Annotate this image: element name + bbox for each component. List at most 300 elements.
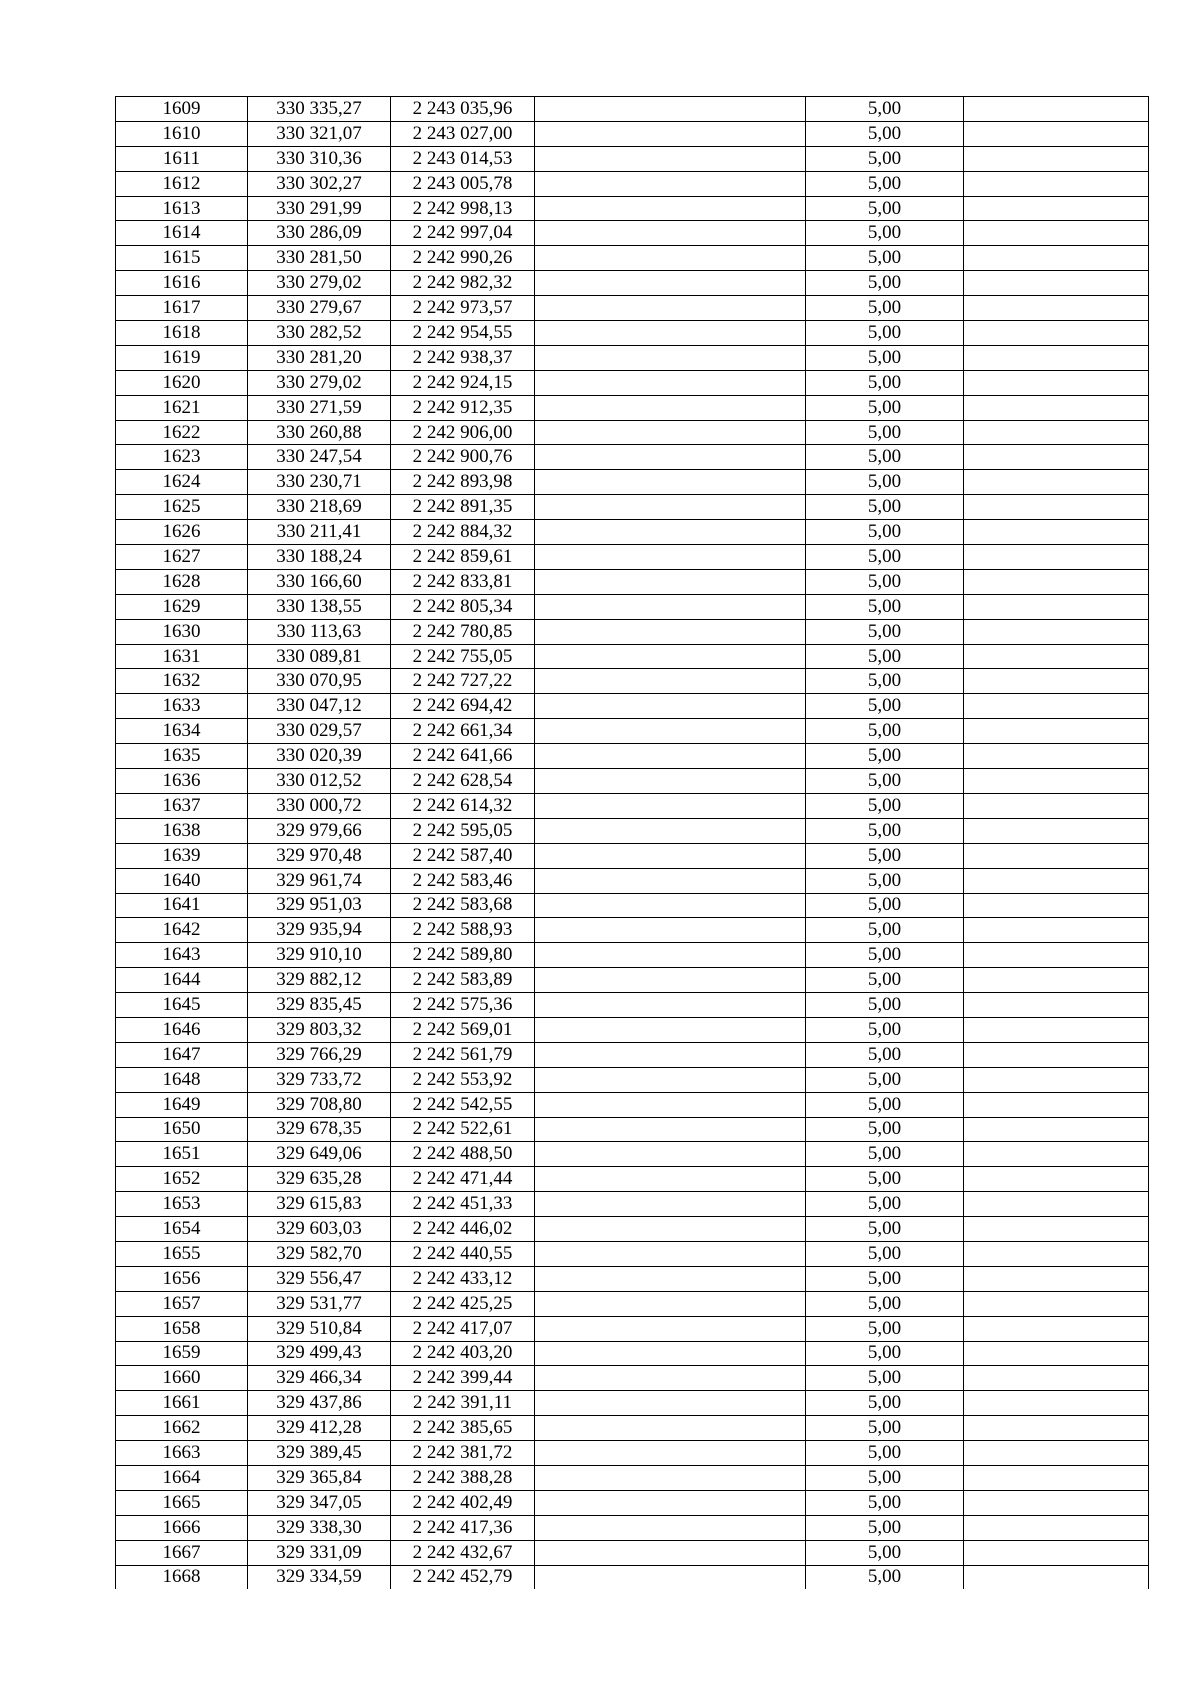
table-row [116,470,1149,495]
point-number-cell: 1641 [116,893,248,918]
y-coordinate-cell: 2 242 542,55 [391,1092,535,1117]
accuracy-cell: 5,00 [806,1441,964,1466]
x-coordinate-cell: 330 282,52 [248,321,391,346]
empty-cell [964,694,1149,719]
point-number-cell: 1664 [116,1465,248,1490]
point-number-cell: 1623 [116,445,248,470]
empty-cell [964,146,1149,171]
x-coordinate-cell: 329 970,48 [248,843,391,868]
empty-cell [535,744,806,769]
accuracy-cell: 5,00 [806,1316,964,1341]
y-coordinate-cell: 2 242 954,55 [391,321,535,346]
x-coordinate-cell: 330 271,59 [248,395,391,420]
point-number-cell: 1630 [116,619,248,644]
point-number-cell: 1611 [116,146,248,171]
table-row [116,619,1149,644]
y-coordinate-cell: 2 242 522,61 [391,1117,535,1142]
accuracy-cell: 5,00 [806,993,964,1018]
empty-cell [964,196,1149,221]
empty-cell [964,445,1149,470]
x-coordinate-cell: 329 412,28 [248,1416,391,1441]
empty-cell [535,594,806,619]
empty-cell [964,1042,1149,1067]
accuracy-cell: 5,00 [806,594,964,619]
accuracy-cell: 5,00 [806,246,964,271]
accuracy-cell: 5,00 [806,1142,964,1167]
empty-cell [964,569,1149,594]
empty-cell [964,420,1149,445]
point-number-cell: 1647 [116,1042,248,1067]
accuracy-cell: 5,00 [806,1540,964,1565]
table-row [116,171,1149,196]
accuracy-cell: 5,00 [806,619,964,644]
empty-cell [535,345,806,370]
x-coordinate-cell: 330 218,69 [248,495,391,520]
empty-cell [964,1391,1149,1416]
empty-cell [964,495,1149,520]
empty-cell [964,744,1149,769]
y-coordinate-cell: 2 242 906,00 [391,420,535,445]
accuracy-cell: 5,00 [806,868,964,893]
y-coordinate-cell: 2 242 884,32 [391,520,535,545]
empty-cell [535,495,806,520]
accuracy-cell: 5,00 [806,1416,964,1441]
table-row [116,1540,1149,1565]
table-row [116,1565,1149,1589]
accuracy-cell: 5,00 [806,1017,964,1042]
table-row [116,221,1149,246]
y-coordinate-cell: 2 242 595,05 [391,818,535,843]
point-number-cell: 1612 [116,171,248,196]
table-row [116,893,1149,918]
accuracy-cell: 5,00 [806,694,964,719]
x-coordinate-cell: 329 347,05 [248,1490,391,1515]
x-coordinate-cell: 330 281,50 [248,246,391,271]
x-coordinate-cell: 330 335,27 [248,97,391,122]
empty-cell [964,1441,1149,1466]
accuracy-cell: 5,00 [806,1092,964,1117]
x-coordinate-cell: 329 615,83 [248,1192,391,1217]
empty-cell [535,1192,806,1217]
accuracy-cell: 5,00 [806,793,964,818]
empty-cell [535,271,806,296]
empty-cell [964,1092,1149,1117]
y-coordinate-cell: 2 242 583,46 [391,868,535,893]
accuracy-cell: 5,00 [806,321,964,346]
point-number-cell: 1615 [116,246,248,271]
point-number-cell: 1643 [116,943,248,968]
empty-cell [964,395,1149,420]
point-number-cell: 1635 [116,744,248,769]
accuracy-cell: 5,00 [806,1192,964,1217]
empty-cell [535,669,806,694]
y-coordinate-cell: 2 242 391,11 [391,1391,535,1416]
accuracy-cell: 5,00 [806,769,964,794]
empty-cell [535,719,806,744]
empty-cell [964,968,1149,993]
table-row [116,843,1149,868]
coordinates-table-body [116,97,1149,1590]
accuracy-cell: 5,00 [806,445,964,470]
empty-cell [535,1217,806,1242]
y-coordinate-cell: 2 242 417,36 [391,1515,535,1540]
accuracy-cell: 5,00 [806,420,964,445]
empty-cell [964,345,1149,370]
empty-cell [964,1266,1149,1291]
y-coordinate-cell: 2 242 471,44 [391,1167,535,1192]
point-number-cell: 1657 [116,1291,248,1316]
x-coordinate-cell: 329 935,94 [248,918,391,943]
y-coordinate-cell: 2 242 589,80 [391,943,535,968]
accuracy-cell: 5,00 [806,1266,964,1291]
x-coordinate-cell: 330 113,63 [248,619,391,644]
y-coordinate-cell: 2 242 399,44 [391,1366,535,1391]
table-row [116,520,1149,545]
empty-cell [964,644,1149,669]
y-coordinate-cell: 2 242 381,72 [391,1441,535,1466]
empty-cell [535,1017,806,1042]
accuracy-cell: 5,00 [806,97,964,122]
empty-cell [964,719,1149,744]
point-number-cell: 1640 [116,868,248,893]
point-number-cell: 1665 [116,1490,248,1515]
x-coordinate-cell: 329 365,84 [248,1465,391,1490]
empty-cell [535,171,806,196]
accuracy-cell: 5,00 [806,296,964,321]
table-row [116,694,1149,719]
x-coordinate-cell: 330 279,67 [248,296,391,321]
point-number-cell: 1625 [116,495,248,520]
x-coordinate-cell: 329 510,84 [248,1316,391,1341]
y-coordinate-cell: 2 242 446,02 [391,1217,535,1242]
empty-cell [535,1142,806,1167]
y-coordinate-cell: 2 242 417,07 [391,1316,535,1341]
empty-cell [964,1067,1149,1092]
empty-cell [535,1465,806,1490]
x-coordinate-cell: 330 166,60 [248,569,391,594]
table-row [116,321,1149,346]
accuracy-cell: 5,00 [806,1490,964,1515]
point-number-cell: 1655 [116,1241,248,1266]
table-row [116,1241,1149,1266]
table-row [116,370,1149,395]
empty-cell [964,1217,1149,1242]
x-coordinate-cell: 329 649,06 [248,1142,391,1167]
y-coordinate-cell: 2 242 575,36 [391,993,535,1018]
accuracy-cell: 5,00 [806,470,964,495]
point-number-cell: 1663 [116,1441,248,1466]
point-number-cell: 1638 [116,818,248,843]
empty-cell [964,1142,1149,1167]
accuracy-cell: 5,00 [806,968,964,993]
empty-cell [535,818,806,843]
point-number-cell: 1632 [116,669,248,694]
table-row [116,1192,1149,1217]
empty-cell [964,121,1149,146]
empty-cell [964,1341,1149,1366]
empty-cell [964,918,1149,943]
empty-cell [535,1565,806,1589]
table-row [116,669,1149,694]
empty-cell [535,520,806,545]
table-row [116,744,1149,769]
accuracy-cell: 5,00 [806,370,964,395]
empty-cell [535,1441,806,1466]
empty-cell [535,221,806,246]
x-coordinate-cell: 330 279,02 [248,271,391,296]
point-number-cell: 1653 [116,1192,248,1217]
table-row [116,769,1149,794]
empty-cell [964,1490,1149,1515]
accuracy-cell: 5,00 [806,395,964,420]
x-coordinate-cell: 330 279,02 [248,370,391,395]
empty-cell [535,769,806,794]
point-number-cell: 1654 [116,1217,248,1242]
y-coordinate-cell: 2 242 583,89 [391,968,535,993]
y-coordinate-cell: 2 242 661,34 [391,719,535,744]
empty-cell [964,221,1149,246]
empty-cell [535,1042,806,1067]
point-number-cell: 1610 [116,121,248,146]
empty-cell [535,545,806,570]
point-number-cell: 1644 [116,968,248,993]
point-number-cell: 1618 [116,321,248,346]
empty-cell [535,968,806,993]
y-coordinate-cell: 2 242 583,68 [391,893,535,918]
y-coordinate-cell: 2 242 900,76 [391,445,535,470]
y-coordinate-cell: 2 242 388,28 [391,1465,535,1490]
accuracy-cell: 5,00 [806,644,964,669]
x-coordinate-cell: 329 678,35 [248,1117,391,1142]
empty-cell [964,1540,1149,1565]
y-coordinate-cell: 2 242 385,65 [391,1416,535,1441]
x-coordinate-cell: 330 029,57 [248,719,391,744]
accuracy-cell: 5,00 [806,1391,964,1416]
table-row [116,420,1149,445]
y-coordinate-cell: 2 242 973,57 [391,296,535,321]
empty-cell [535,1416,806,1441]
y-coordinate-cell: 2 242 780,85 [391,619,535,644]
x-coordinate-cell: 330 286,09 [248,221,391,246]
table-row [116,1316,1149,1341]
empty-cell [535,843,806,868]
empty-cell [964,470,1149,495]
table-row [116,868,1149,893]
x-coordinate-cell: 329 910,10 [248,943,391,968]
x-coordinate-cell: 329 708,80 [248,1092,391,1117]
empty-cell [964,296,1149,321]
table-row [116,1441,1149,1466]
empty-cell [535,97,806,122]
y-coordinate-cell: 2 242 561,79 [391,1042,535,1067]
y-coordinate-cell: 2 242 569,01 [391,1017,535,1042]
empty-cell [535,121,806,146]
empty-cell [964,619,1149,644]
accuracy-cell: 5,00 [806,1042,964,1067]
accuracy-cell: 5,00 [806,719,964,744]
accuracy-cell: 5,00 [806,520,964,545]
table-row [116,569,1149,594]
empty-cell [535,694,806,719]
point-number-cell: 1622 [116,420,248,445]
table-row [116,1391,1149,1416]
table-row [116,1291,1149,1316]
table-row [116,1515,1149,1540]
point-number-cell: 1613 [116,196,248,221]
accuracy-cell: 5,00 [806,495,964,520]
point-number-cell: 1617 [116,296,248,321]
coordinates-table [115,96,1149,1589]
y-coordinate-cell: 2 242 893,98 [391,470,535,495]
y-coordinate-cell: 2 242 998,13 [391,196,535,221]
x-coordinate-cell: 329 882,12 [248,968,391,993]
point-number-cell: 1626 [116,520,248,545]
empty-cell [535,470,806,495]
accuracy-cell: 5,00 [806,271,964,296]
x-coordinate-cell: 329 979,66 [248,818,391,843]
empty-cell [535,296,806,321]
accuracy-cell: 5,00 [806,1366,964,1391]
empty-cell [535,445,806,470]
y-coordinate-cell: 2 242 440,55 [391,1241,535,1266]
x-coordinate-cell: 330 281,20 [248,345,391,370]
empty-cell [535,1316,806,1341]
empty-cell [535,420,806,445]
empty-cell [964,1291,1149,1316]
table-row [116,121,1149,146]
empty-cell [964,370,1149,395]
y-coordinate-cell: 2 242 859,61 [391,545,535,570]
empty-cell [964,669,1149,694]
table-row [116,793,1149,818]
point-number-cell: 1662 [116,1416,248,1441]
point-number-cell: 1659 [116,1341,248,1366]
table-row [116,1092,1149,1117]
y-coordinate-cell: 2 242 433,12 [391,1266,535,1291]
empty-cell [535,370,806,395]
y-coordinate-cell: 2 242 425,25 [391,1291,535,1316]
table-row [116,818,1149,843]
point-number-cell: 1660 [116,1366,248,1391]
point-number-cell: 1616 [116,271,248,296]
x-coordinate-cell: 329 556,47 [248,1266,391,1291]
table-row [116,993,1149,1018]
x-coordinate-cell: 330 230,71 [248,470,391,495]
y-coordinate-cell: 2 242 938,37 [391,345,535,370]
accuracy-cell: 5,00 [806,669,964,694]
point-number-cell: 1649 [116,1092,248,1117]
empty-cell [964,1416,1149,1441]
x-coordinate-cell: 330 138,55 [248,594,391,619]
accuracy-cell: 5,00 [806,943,964,968]
y-coordinate-cell: 2 242 614,32 [391,793,535,818]
empty-cell [964,321,1149,346]
x-coordinate-cell: 330 310,36 [248,146,391,171]
empty-cell [535,1515,806,1540]
point-number-cell: 1661 [116,1391,248,1416]
y-coordinate-cell: 2 242 833,81 [391,569,535,594]
y-coordinate-cell: 2 242 727,22 [391,669,535,694]
point-number-cell: 1648 [116,1067,248,1092]
empty-cell [964,520,1149,545]
accuracy-cell: 5,00 [806,1241,964,1266]
empty-cell [535,395,806,420]
x-coordinate-cell: 330 211,41 [248,520,391,545]
point-number-cell: 1650 [116,1117,248,1142]
point-number-cell: 1614 [116,221,248,246]
accuracy-cell: 5,00 [806,569,964,594]
empty-cell [535,146,806,171]
x-coordinate-cell: 329 466,34 [248,1366,391,1391]
y-coordinate-cell: 2 242 452,79 [391,1565,535,1589]
empty-cell [964,271,1149,296]
empty-cell [535,619,806,644]
y-coordinate-cell: 2 242 402,49 [391,1490,535,1515]
empty-cell [535,868,806,893]
point-number-cell: 1651 [116,1142,248,1167]
empty-cell [535,1291,806,1316]
empty-cell [535,1092,806,1117]
empty-cell [535,1241,806,1266]
table-row [116,1017,1149,1042]
empty-cell [964,1515,1149,1540]
table-row [116,1490,1149,1515]
y-coordinate-cell: 2 242 451,33 [391,1192,535,1217]
point-number-cell: 1631 [116,644,248,669]
table-row [116,196,1149,221]
y-coordinate-cell: 2 242 997,04 [391,221,535,246]
y-coordinate-cell: 2 243 005,78 [391,171,535,196]
x-coordinate-cell: 329 499,43 [248,1341,391,1366]
table-row [116,395,1149,420]
y-coordinate-cell: 2 242 403,20 [391,1341,535,1366]
empty-cell [964,97,1149,122]
table-row [116,719,1149,744]
x-coordinate-cell: 330 000,72 [248,793,391,818]
x-coordinate-cell: 329 334,59 [248,1565,391,1589]
x-coordinate-cell: 329 582,70 [248,1241,391,1266]
x-coordinate-cell: 330 302,27 [248,171,391,196]
y-coordinate-cell: 2 242 694,42 [391,694,535,719]
x-coordinate-cell: 329 803,32 [248,1017,391,1042]
table-row [116,1341,1149,1366]
point-number-cell: 1652 [116,1167,248,1192]
accuracy-cell: 5,00 [806,843,964,868]
x-coordinate-cell: 330 089,81 [248,644,391,669]
table-row [116,1266,1149,1291]
empty-cell [964,246,1149,271]
empty-cell [964,1316,1149,1341]
empty-cell [964,1117,1149,1142]
empty-cell [964,769,1149,794]
y-coordinate-cell: 2 242 432,67 [391,1540,535,1565]
x-coordinate-cell: 329 951,03 [248,893,391,918]
x-coordinate-cell: 330 188,24 [248,545,391,570]
table-row [116,246,1149,271]
point-number-cell: 1642 [116,918,248,943]
table-row [116,1217,1149,1242]
empty-cell [964,893,1149,918]
x-coordinate-cell: 330 247,54 [248,445,391,470]
empty-cell [964,843,1149,868]
x-coordinate-cell: 329 338,30 [248,1515,391,1540]
point-number-cell: 1668 [116,1565,248,1589]
empty-cell [964,594,1149,619]
point-number-cell: 1645 [116,993,248,1018]
accuracy-cell: 5,00 [806,1167,964,1192]
empty-cell [964,793,1149,818]
x-coordinate-cell: 329 733,72 [248,1067,391,1092]
